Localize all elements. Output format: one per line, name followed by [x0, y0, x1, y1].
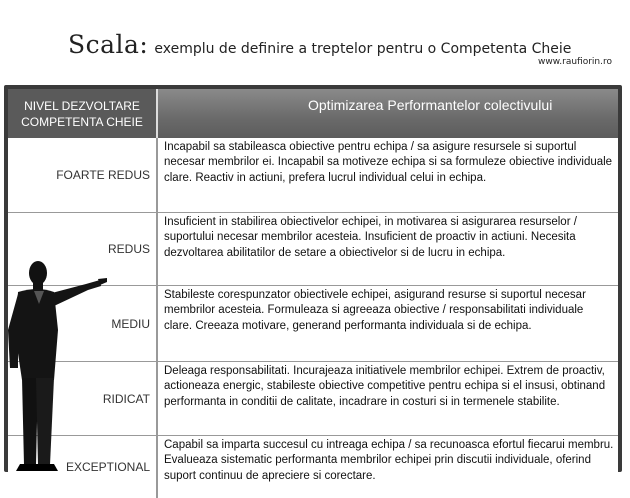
table-row: [8, 138, 618, 213]
table-header-row: [8, 89, 618, 138]
header-competency-title: Optimizarea Performantelor colectivului: [157, 89, 618, 138]
table-row: [8, 213, 618, 286]
level-label: FOARTE REDUS: [8, 138, 157, 213]
level-label: MEDIU: [8, 286, 157, 362]
competency-table-frame: [4, 85, 622, 472]
title-subtitle: exemplu de definire a treptelor pentru o Competenta Cheie: [154, 41, 571, 57]
page-title: [68, 30, 571, 59]
level-label: RIDICAT: [8, 362, 157, 436]
level-description: Capabil sa imparta succesul cu intreaga echipa / sa recunoasca efortul fiecarui membru. Evalueaza sistematic performanta membrilor echipei prin discutii individuale, oferind suport continuu de apreciere si corectare.: [157, 436, 618, 498]
level-description: Deleaga responsabilitati. Incurajeaza initiativele membrilor echipei. Extrem de proactiv, actioneaza energic, stabileste obiective competitive pentru echipa si el insusi, obtinand performanta in conditii de calitate, incadrare in costuri si in termenele stabilite.: [157, 362, 618, 436]
table-row: [8, 436, 618, 498]
level-description: Stabileste corespunzator obiectivele echipei, asigurand resurse si suportul necesar membrilor acesteia. Formuleaza si agreeaza obiective / responsabilitati individuale clare. Creeaza motivare, generand performanta individuala si de echipa.: [157, 286, 618, 362]
competency-table: [8, 89, 618, 498]
level-description: Insuficient in stabilirea obiectivelor echipei, in motivarea si asigurarea resurselor / suportului necesar membrilor acesteia. Insuficient de proactiv in actiuni. Necesita dezvoltarea abilitatilor de setare a obiectivelor si de lucru in echipa.: [157, 213, 618, 286]
level-description: Incapabil sa stabileasca obiective pentru echipa / sa asigure resursele si suportul necesar membrilor ei. Incapabil sa motiveze echipa si sa formuleze obiective individuale clare. Reactiv in actiuni, prefera lucrul individual celui in echipa.: [157, 138, 618, 213]
table-row: [8, 286, 618, 362]
website-label: www.raufiorin.ro: [538, 57, 612, 67]
table-row: [8, 362, 618, 436]
header-level-column: NIVEL DEZVOLTARE COMPETENTA CHEIE: [8, 89, 157, 138]
level-label: EXCEPTIONAL: [8, 436, 157, 498]
title-main: Scala:: [68, 30, 148, 59]
level-label: REDUS: [8, 213, 157, 286]
